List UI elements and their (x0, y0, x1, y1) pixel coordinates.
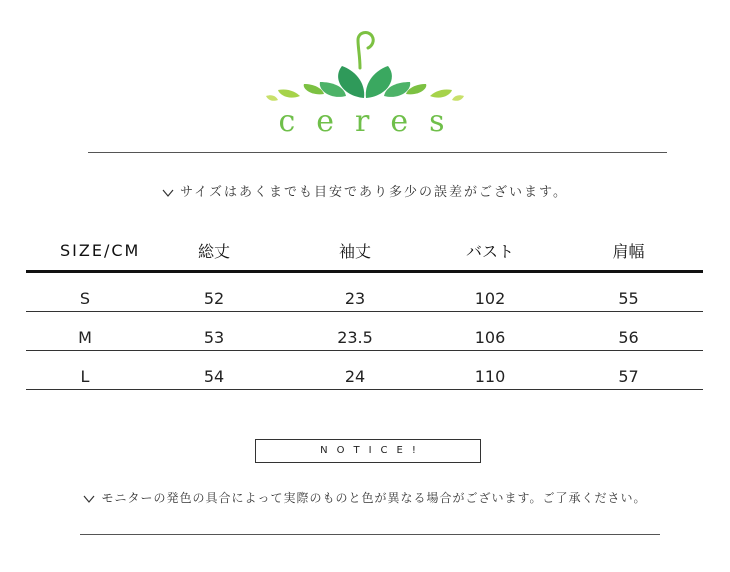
ceres-logo (262, 26, 468, 139)
table-cell: 24 (344, 367, 366, 386)
table-cell: 53 (203, 328, 225, 347)
table-cell: 102 (474, 289, 506, 308)
size-note (0, 181, 730, 200)
chevron-down-icon (162, 187, 174, 199)
table-row (26, 273, 703, 312)
header-cell: 肩幅 (612, 241, 645, 261)
table-cell: 52 (203, 289, 225, 308)
table-cell: 57 (618, 367, 639, 386)
chevron-down-icon (83, 493, 95, 505)
notice-box: NOTICE! (255, 439, 481, 463)
table-cell: S (79, 289, 91, 308)
header-cell: 総丈 (197, 241, 230, 261)
header-cell: SIZE/CM (60, 240, 141, 260)
header-cell: 袖丈 (338, 241, 371, 261)
table-cell: 55 (618, 289, 639, 308)
table-cell: 23.5 (337, 328, 373, 347)
monitor-note (0, 489, 730, 506)
table-row (26, 312, 703, 351)
size-table (26, 232, 703, 390)
table-cell: 56 (618, 328, 639, 347)
bottom-divider (80, 534, 660, 535)
table-row (26, 351, 703, 390)
monitor-note-text: モニターの発色の具合によって実際のものと色が異なる場合がございます。ご了承ください。 (101, 491, 647, 505)
table-cell: 23 (344, 289, 366, 308)
table-cell: 106 (474, 328, 506, 347)
size-note-text: サイズはあくまでも目安であり多少の誤差がございます。 (180, 185, 568, 200)
table-cell: 54 (203, 367, 225, 386)
hanger-leaves-icon (262, 26, 468, 116)
table-cell: M (78, 328, 92, 347)
brand-name: ceres (278, 104, 466, 139)
top-divider (88, 152, 667, 153)
size-table-header (26, 232, 703, 268)
table-cell: L (80, 367, 90, 386)
table-cell: 110 (474, 367, 506, 386)
header-cell: バスト (465, 241, 514, 261)
